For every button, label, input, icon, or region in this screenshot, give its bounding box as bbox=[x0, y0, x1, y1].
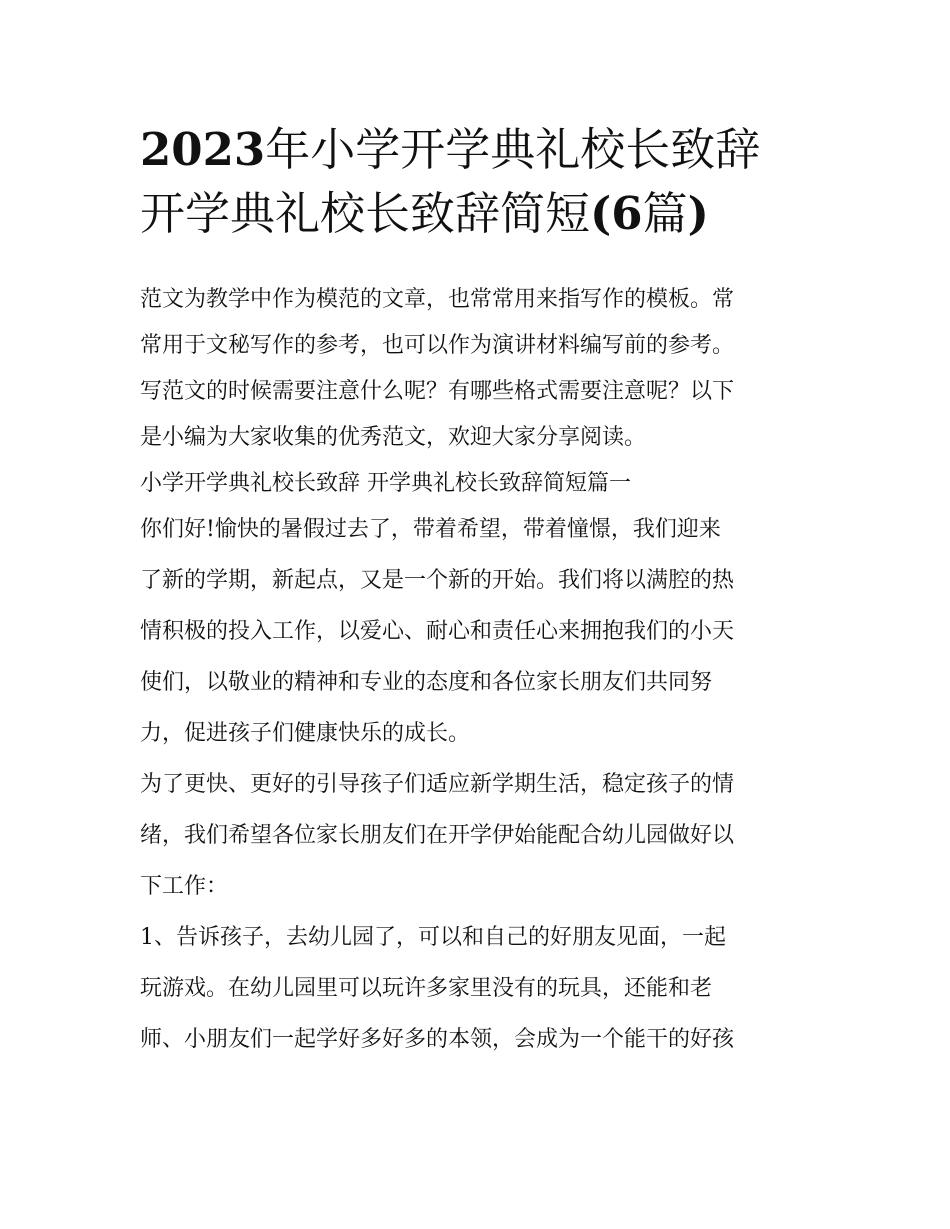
body-paragraph bbox=[140, 765, 820, 918]
text-line: 你们好!愉快的暑假过去了，带着希望，带着憧憬，我们迎来 bbox=[140, 517, 721, 542]
text-line: 常用于文秘写作的参考，也可以作为演讲材料编写前的参考。 bbox=[140, 333, 735, 358]
title-segment: ) bbox=[687, 187, 709, 240]
text-line: 小学开学典礼校长致辞 开学典礼校长致辞简短篇一 bbox=[140, 471, 631, 496]
document-title bbox=[140, 118, 820, 246]
text-line: 绪，我们希望各位家长朋友们在开学伊始能配合幼儿园做好以 bbox=[140, 823, 735, 848]
text-line: 下工作： bbox=[140, 874, 229, 899]
title-segment: 2023 bbox=[140, 123, 266, 176]
text-line: 玩游戏。在幼儿园里可以玩许多家里没有的玩具，还能和老 bbox=[140, 976, 713, 1001]
section-heading bbox=[140, 464, 820, 510]
title-segment: 开学典礼校长致辞简短 bbox=[140, 187, 591, 240]
title-segment: 篇 bbox=[642, 187, 688, 240]
intro-paragraph bbox=[140, 280, 820, 464]
text-line: 力，促进孩子们健康快乐的成长。 bbox=[140, 721, 471, 746]
title-line bbox=[140, 118, 820, 182]
text-line: 师、小朋友们一起学好多好多的本领，会成为一个能干的好孩 bbox=[140, 1027, 735, 1052]
text-line: 写范文的时候需要注意什么呢？有哪些格式需要注意呢？以下 bbox=[140, 379, 735, 404]
title-segment: 年小学开学典礼校长致辞 bbox=[265, 123, 761, 176]
title-segment: (6 bbox=[590, 187, 643, 240]
text-line: 情积极的投入工作，以爱心、耐心和责任心来拥抱我们的小天 bbox=[140, 619, 735, 644]
text-line: 是小编为大家收集的优秀范文，欢迎大家分享阅读。 bbox=[140, 425, 647, 450]
text-line: 了新的学期，新起点，又是一个新的开始。我们将以满腔的热 bbox=[140, 568, 735, 593]
body-paragraph bbox=[140, 510, 820, 765]
text-line: 1、告诉孩子，去幼儿园了，可以和自己的好朋友见面，一起 bbox=[140, 925, 726, 950]
text-line: 为了更快、更好的引导孩子们适应新学期生活，稳定孩子的情 bbox=[140, 772, 735, 797]
list-paragraph bbox=[140, 918, 820, 1071]
text-line: 使们，以敬业的精神和专业的态度和各位家长朋友们共同努 bbox=[140, 670, 713, 695]
text-line: 范文为教学中作为模范的文章，也常常用来指写作的模板。常 bbox=[140, 287, 735, 312]
document-body bbox=[140, 280, 820, 1071]
title-line bbox=[140, 182, 820, 246]
